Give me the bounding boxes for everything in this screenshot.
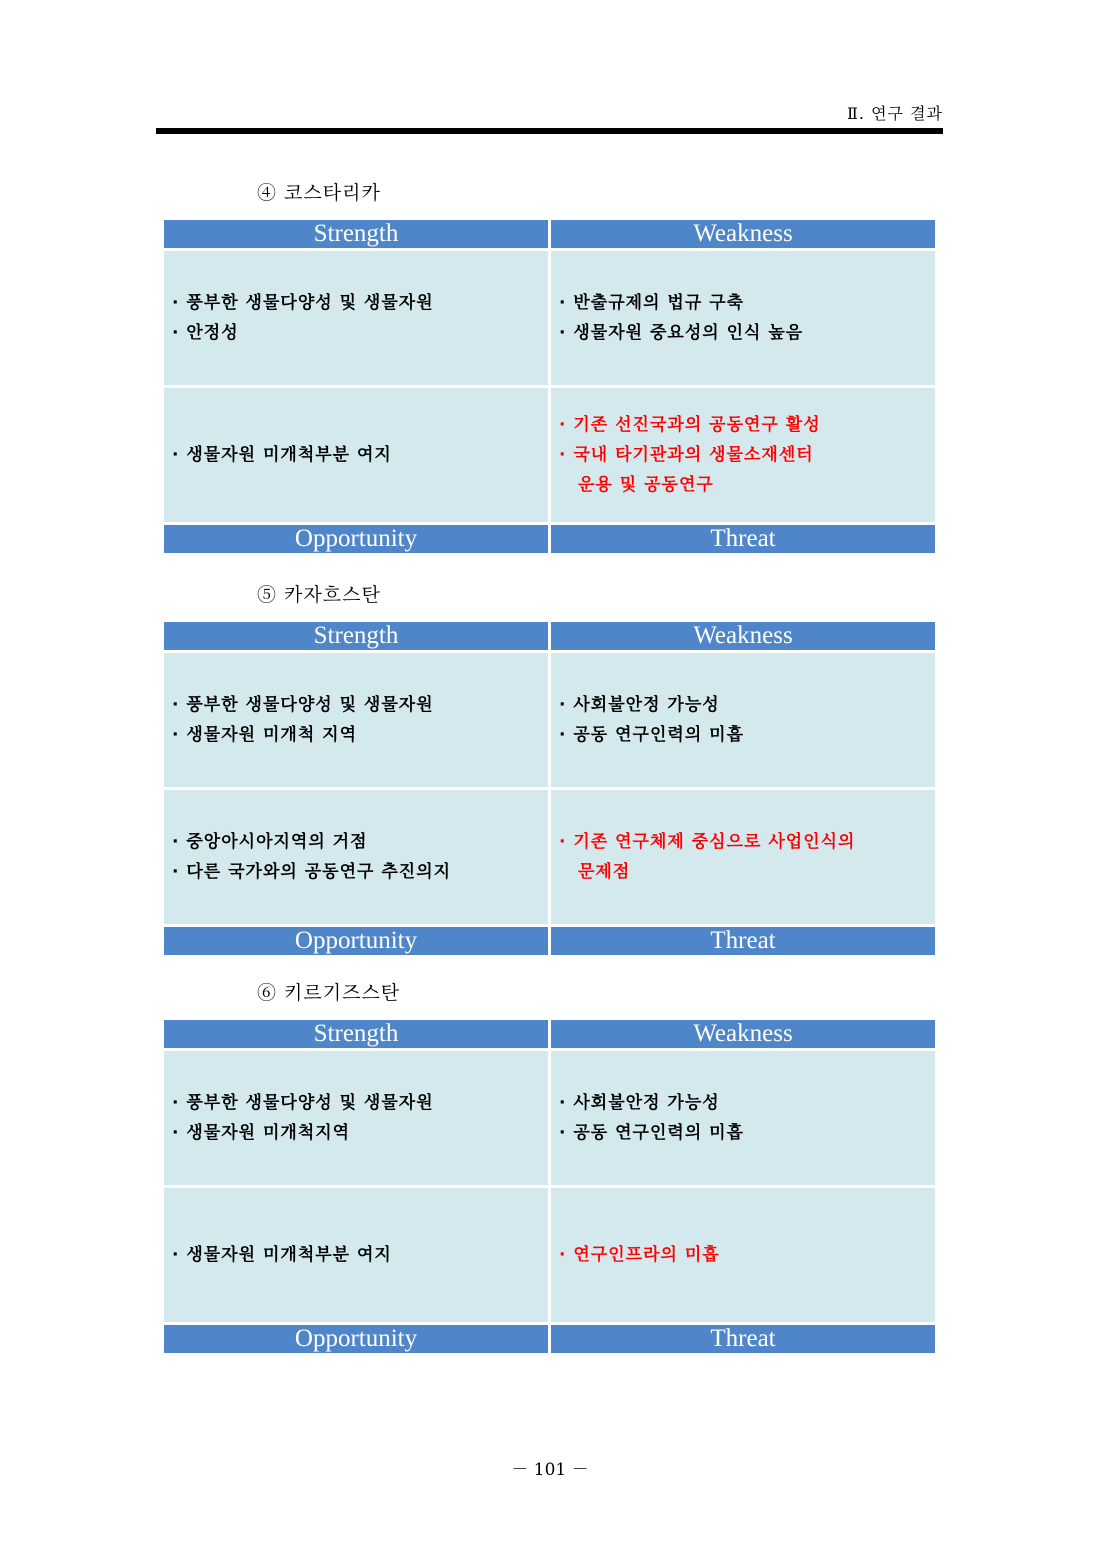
threat-item: · 기존 선진국과의 공동연구 활성 — [559, 415, 821, 435]
page-number: － 101 － — [511, 1460, 589, 1480]
strength-item: · 풍부한 생물다양성 및 생물자원 — [172, 293, 434, 313]
threat-cell — [551, 1188, 935, 1322]
strength-label: Strength — [164, 622, 548, 650]
opportunity-label: Opportunity — [164, 1325, 548, 1353]
strength-item: · 생물자원 미개척지역 — [172, 1123, 351, 1143]
weakness-item: · 생물자원 중요성의 인식 높음 — [559, 323, 804, 343]
strength-cell — [164, 653, 548, 787]
opportunity-cell — [164, 790, 548, 924]
weakness-item: · 사회불안정 가능성 — [559, 1093, 720, 1113]
weakness-item: · 공동 연구인력의 미흡 — [559, 725, 745, 745]
opportunity-cell — [164, 388, 548, 522]
swot-table — [163, 220, 937, 553]
section-title: ④ 코스타리카 — [257, 182, 381, 204]
strength-item: · 풍부한 생물다양성 및 생물자원 — [172, 695, 434, 715]
section-title: ⑥ 키르기즈스탄 — [257, 982, 401, 1004]
strength-item: · 풍부한 생물다양성 및 생물자원 — [172, 1093, 434, 1113]
threat-label: Threat — [551, 927, 935, 955]
threat-label: Threat — [551, 525, 935, 553]
threat-cell — [551, 388, 935, 522]
opportunity-item: · 생물자원 미개척부분 여지 — [172, 1245, 392, 1265]
weakness-label: Weakness — [551, 220, 935, 248]
strength-cell — [164, 251, 548, 385]
weakness-item: · 사회불안정 가능성 — [559, 695, 720, 715]
strength-item: · 생물자원 미개척 지역 — [172, 725, 358, 745]
opportunity-item: · 생물자원 미개척부분 여지 — [172, 445, 392, 465]
opportunity-label: Opportunity — [164, 525, 548, 553]
weakness-cell — [551, 653, 935, 787]
opportunity-label: Opportunity — [164, 927, 548, 955]
section-title: ⑤ 카자흐스탄 — [257, 584, 381, 606]
swot-table — [163, 622, 937, 955]
weakness-cell — [551, 251, 935, 385]
swot-table — [163, 1020, 937, 1353]
threat-item: · 국내 타기관과의 생물소재센터 — [559, 445, 814, 465]
threat-item: · 연구인프라의 미흡 — [559, 1245, 720, 1265]
threat-item: · 기존 연구체제 중심으로 사업인식의 — [559, 832, 856, 852]
weakness-item: · 반출규제의 법규 구축 — [559, 293, 745, 313]
weakness-item: · 공동 연구인력의 미흡 — [559, 1123, 745, 1143]
weakness-cell — [551, 1051, 935, 1185]
weakness-label: Weakness — [551, 622, 935, 650]
threat-cell — [551, 790, 935, 924]
threat-item: 운용 및 공동연구 — [578, 475, 714, 495]
header-rule — [156, 128, 943, 134]
strength-cell — [164, 1051, 548, 1185]
threat-item: 문제점 — [578, 862, 631, 882]
strength-label: Strength — [164, 1020, 548, 1048]
running-header: Ⅱ. 연구 결과 — [847, 104, 943, 123]
weakness-label: Weakness — [551, 1020, 935, 1048]
opportunity-item: · 다른 국가와의 공동연구 추진의지 — [172, 862, 452, 882]
threat-label: Threat — [551, 1325, 935, 1353]
strength-item: · 안정성 — [172, 323, 239, 343]
opportunity-cell — [164, 1188, 548, 1322]
strength-label: Strength — [164, 220, 548, 248]
opportunity-item: · 중앙아시아지역의 거점 — [172, 832, 368, 852]
